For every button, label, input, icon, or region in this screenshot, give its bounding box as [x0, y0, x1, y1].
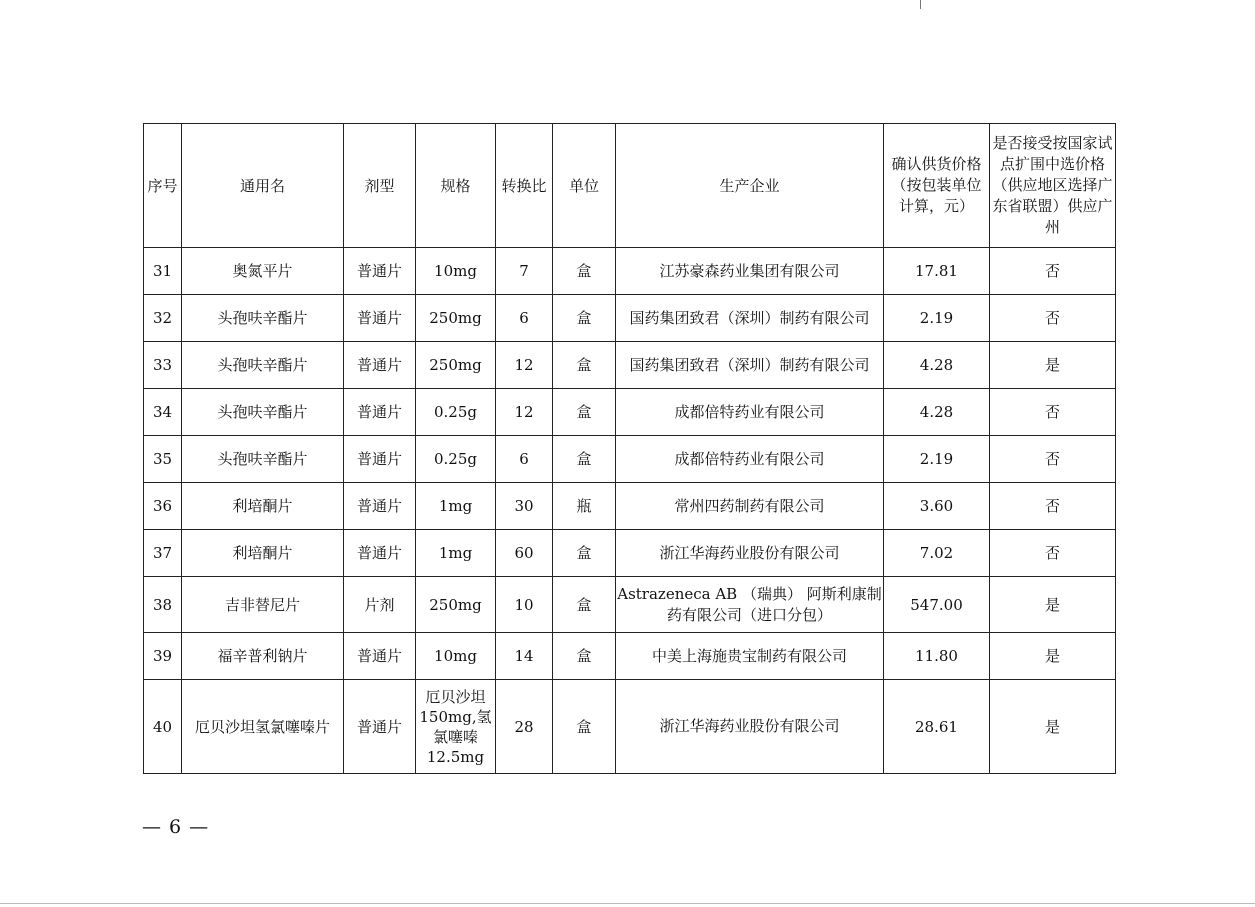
cell-price: 547.00	[884, 577, 990, 633]
header-conversion-ratio: 转换比	[496, 124, 553, 248]
table-row	[144, 295, 1116, 342]
cell-manufacturer: 国药集团致君（深圳）制药有限公司	[616, 342, 884, 389]
page-number: — 6 —	[142, 816, 210, 838]
cell-spec: 1mg	[416, 530, 496, 577]
cell-price: 17.81	[884, 248, 990, 295]
cell-index: 32	[144, 295, 182, 342]
cell-unit: 盒	[553, 295, 616, 342]
cell-dosage-form: 普通片	[344, 530, 416, 577]
table-row	[144, 342, 1116, 389]
header-accept-national-price: 是否接受按国家试点扩围中选价格（供应地区选择广东省联盟）供应广州	[990, 124, 1116, 248]
cell-index: 34	[144, 389, 182, 436]
cell-unit: 盒	[553, 436, 616, 483]
cell-dosage-form: 普通片	[344, 483, 416, 530]
cell-dosage-form: 普通片	[344, 389, 416, 436]
cell-accept-national-price: 否	[990, 436, 1116, 483]
cell-price: 11.80	[884, 633, 990, 680]
cell-unit: 盒	[553, 342, 616, 389]
cell-index: 33	[144, 342, 182, 389]
cell-accept-national-price: 是	[990, 342, 1116, 389]
cell-generic-name: 头孢呋辛酯片	[182, 436, 344, 483]
cell-conversion-ratio: 28	[496, 680, 553, 774]
cell-manufacturer: 国药集团致君（深圳）制药有限公司	[616, 295, 884, 342]
table-row	[144, 436, 1116, 483]
header-row	[144, 124, 1116, 248]
cell-dosage-form: 普通片	[344, 248, 416, 295]
cell-generic-name: 头孢呋辛酯片	[182, 342, 344, 389]
table-row	[144, 389, 1116, 436]
cell-generic-name: 吉非替尼片	[182, 577, 344, 633]
cell-manufacturer: 成都倍特药业有限公司	[616, 436, 884, 483]
cell-spec: 250mg	[416, 342, 496, 389]
cell-generic-name: 厄贝沙坦氢氯噻嗪片	[182, 680, 344, 774]
cell-accept-national-price: 是	[990, 680, 1116, 774]
scan-mark	[920, 0, 921, 9]
cell-generic-name: 利培酮片	[182, 483, 344, 530]
cell-spec: 10mg	[416, 248, 496, 295]
header-dosage-form: 剂型	[344, 124, 416, 248]
cell-accept-national-price: 否	[990, 389, 1116, 436]
cell-generic-name: 利培酮片	[182, 530, 344, 577]
cell-spec: 250mg	[416, 295, 496, 342]
cell-unit: 盒	[553, 633, 616, 680]
cell-dosage-form: 普通片	[344, 680, 416, 774]
cell-conversion-ratio: 6	[496, 295, 553, 342]
cell-generic-name: 奥氮平片	[182, 248, 344, 295]
cell-price: 4.28	[884, 389, 990, 436]
cell-conversion-ratio: 12	[496, 389, 553, 436]
cell-generic-name: 头孢呋辛酯片	[182, 389, 344, 436]
drug-price-table	[143, 123, 1116, 774]
cell-manufacturer: 成都倍特药业有限公司	[616, 389, 884, 436]
cell-accept-national-price: 否	[990, 248, 1116, 295]
cell-manufacturer: 浙江华海药业股份有限公司	[616, 680, 884, 774]
cell-spec: 250mg	[416, 577, 496, 633]
table-row	[144, 633, 1116, 680]
cell-conversion-ratio: 14	[496, 633, 553, 680]
cell-conversion-ratio: 60	[496, 530, 553, 577]
cell-spec: 1mg	[416, 483, 496, 530]
cell-price: 2.19	[884, 295, 990, 342]
cell-index: 37	[144, 530, 182, 577]
cell-accept-national-price: 否	[990, 483, 1116, 530]
cell-unit: 瓶	[553, 483, 616, 530]
cell-conversion-ratio: 7	[496, 248, 553, 295]
cell-manufacturer: Astrazeneca AB （瑞典） 阿斯利康制药有限公司（进口分包）	[616, 577, 884, 633]
table-header	[144, 124, 1116, 248]
cell-price: 3.60	[884, 483, 990, 530]
cell-generic-name: 头孢呋辛酯片	[182, 295, 344, 342]
cell-accept-national-price: 是	[990, 577, 1116, 633]
header-generic-name: 通用名	[182, 124, 344, 248]
cell-price: 2.19	[884, 436, 990, 483]
cell-generic-name: 福辛普利钠片	[182, 633, 344, 680]
cell-manufacturer: 常州四药制药有限公司	[616, 483, 884, 530]
table-row	[144, 530, 1116, 577]
table-row	[144, 680, 1116, 774]
cell-accept-national-price: 否	[990, 530, 1116, 577]
cell-dosage-form: 片剂	[344, 577, 416, 633]
cell-dosage-form: 普通片	[344, 342, 416, 389]
cell-manufacturer: 中美上海施贵宝制药有限公司	[616, 633, 884, 680]
table-row	[144, 483, 1116, 530]
cell-manufacturer: 江苏豪森药业集团有限公司	[616, 248, 884, 295]
cell-unit: 盒	[553, 530, 616, 577]
cell-dosage-form: 普通片	[344, 295, 416, 342]
cell-price: 28.61	[884, 680, 990, 774]
cell-conversion-ratio: 10	[496, 577, 553, 633]
cell-spec: 0.25g	[416, 389, 496, 436]
header-manufacturer: 生产企业	[616, 124, 884, 248]
cell-unit: 盒	[553, 680, 616, 774]
cell-spec: 厄贝沙坦150mg,氢氯噻嗪12.5mg	[416, 680, 496, 774]
cell-dosage-form: 普通片	[344, 436, 416, 483]
cell-index: 40	[144, 680, 182, 774]
page-bottom-edge	[0, 903, 1255, 904]
header-index: 序号	[144, 124, 182, 248]
cell-accept-national-price: 否	[990, 295, 1116, 342]
header-price: 确认供货价格（按包装单位计算，元）	[884, 124, 990, 248]
cell-unit: 盒	[553, 577, 616, 633]
cell-conversion-ratio: 12	[496, 342, 553, 389]
table-row	[144, 577, 1116, 633]
cell-conversion-ratio: 30	[496, 483, 553, 530]
cell-index: 31	[144, 248, 182, 295]
cell-conversion-ratio: 6	[496, 436, 553, 483]
cell-dosage-form: 普通片	[344, 633, 416, 680]
cell-unit: 盒	[553, 248, 616, 295]
cell-price: 7.02	[884, 530, 990, 577]
cell-index: 39	[144, 633, 182, 680]
cell-unit: 盒	[553, 389, 616, 436]
cell-spec: 10mg	[416, 633, 496, 680]
header-unit: 单位	[553, 124, 616, 248]
cell-manufacturer: 浙江华海药业股份有限公司	[616, 530, 884, 577]
cell-accept-national-price: 是	[990, 633, 1116, 680]
header-spec: 规格	[416, 124, 496, 248]
cell-index: 35	[144, 436, 182, 483]
cell-spec: 0.25g	[416, 436, 496, 483]
cell-price: 4.28	[884, 342, 990, 389]
table-body	[144, 248, 1116, 774]
table-row	[144, 248, 1116, 295]
cell-index: 36	[144, 483, 182, 530]
cell-index: 38	[144, 577, 182, 633]
